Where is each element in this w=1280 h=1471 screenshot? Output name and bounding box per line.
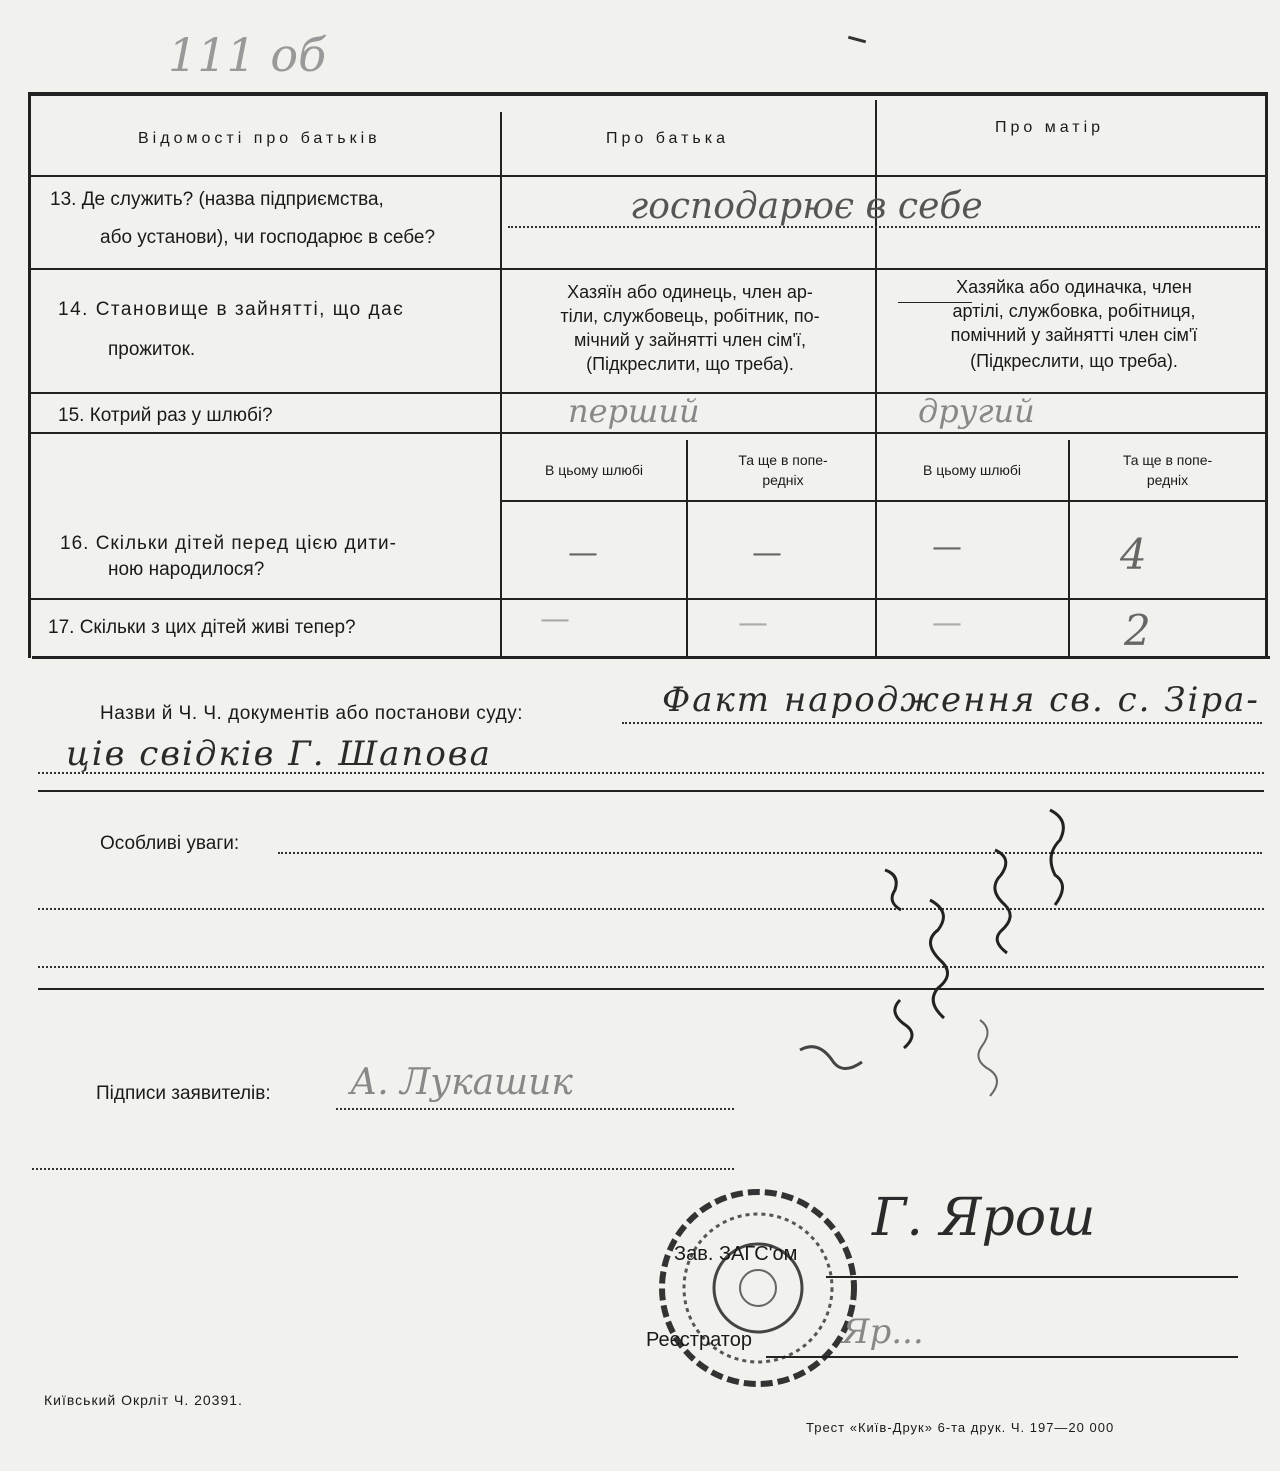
q17-value-1: — — [540, 602, 570, 637]
q15-mother-answer: другий — [918, 392, 1035, 430]
q17-value-4: 2 — [1124, 606, 1151, 655]
q16-mother-prev-2: редніх — [1146, 472, 1189, 488]
registry-head-label: Зав. ЗАГС'ом — [674, 1243, 798, 1265]
q16-label-line1: 16. Скільки дітей перед цією дити- — [60, 533, 397, 554]
q15-father-answer: перший — [568, 392, 700, 430]
remarks-label: Особливі уваги: — [100, 833, 240, 854]
q17-value-3: — — [932, 606, 962, 641]
folio-number: 111 об — [168, 28, 327, 82]
registry-head-signature: Г. Ярош — [872, 1188, 1096, 1248]
header-mother: Про матір — [995, 119, 1105, 136]
q16-father-prev-2: редніх — [762, 472, 804, 488]
documents-answer-line2: ців свідків Г. Шапова — [66, 734, 492, 774]
q16-label-line2: ною народилося? — [108, 559, 265, 580]
q14-label-line2: прожиток. — [108, 339, 196, 360]
q16-value-4: 4 — [1120, 530, 1147, 579]
q16-value-2: — — [752, 536, 782, 571]
q15-label: 15. Котрий раз у шлюбі? — [58, 405, 273, 426]
q14-label-line1: 14. Становище в зайнятті, що дає — [58, 299, 405, 320]
q13-label-line1: 13. Де служить? (назва підприємства, — [50, 189, 384, 210]
q16-father-prev-1: Та ще в попе- — [738, 452, 828, 468]
corner-mark — [848, 36, 866, 44]
birth-record-page: 111 об Відомості про батьків Про батька Про матір 13. Де служить? (назва підприємства, або установи), чи господарює в себе? господарює в себе 14. Становище в зайнятті, що дає прожиток. Хазяїн або одинець, член ар- тіли, службовець, робітник, по- мічний у зайнятті член сім'ї, (Підкреслити, що треба). Хазяйка або одиначка, член артілі, службовка, робітниця, помічний у зайнятті член сім'ї (Підкреслити, що треба). 15. Котрий раз у шлюбі? перший другий В цьому шлюбі Та ще в попе- редніх В цьому шлюбі Та ще в попе- редніх 16. Скільки дітей перед цією дити- ною народилося? — — — 4 17. Скільки з цих дітей живі тепер? — — — 2 Назви й Ч. Ч. документів або постанови суду: Факт народження св. с. Зіра- ців свідків Г. Шапова Особливі уваги: Підписи заявителів: А. Лукашик Зав. ЗАГС'ом Г. Ярош Реєстратор Яр... Київський Окрліт Ч. 20391. Трест «Київ-Друк» 6-та друк. Ч. 197—20 000 — [0, 0, 1280, 1471]
q16-father-this: В цьому шлюбі — [544, 462, 644, 478]
q13-answer: господарює в себе — [630, 186, 983, 227]
q16-mother-prev-1: Та ще в попе- — [1122, 452, 1213, 468]
footer-right-imprint: Трест «Київ-Друк» 6-та друк. Ч. 197—20 000 — [806, 1420, 1115, 1435]
footer-left-imprint: Київський Окрліт Ч. 20391. — [44, 1392, 243, 1408]
header-father: Про батька — [606, 130, 729, 147]
registrar-signature: Яр... — [842, 1312, 924, 1352]
q16-value-3: — — [932, 530, 962, 565]
q17-value-2: — — [738, 606, 768, 641]
documents-label: Назви й Ч. Ч. документів або постанови суду: — [100, 703, 523, 724]
registrar-label: Реєстратор — [646, 1329, 752, 1351]
handwritten-diagonal-note — [780, 790, 1100, 1150]
q13-label-line2: або установи), чи господарює в себе? — [100, 227, 436, 248]
official-stamp — [648, 1178, 868, 1398]
header-parents-info: Відомості про батьків — [138, 130, 381, 147]
q17-label: 17. Скільки з цих дітей живі тепер? — [48, 617, 356, 638]
applicant-signature: А. Лукашик — [350, 1062, 573, 1103]
documents-answer-line1: Факт народження св. с. Зіра- — [662, 680, 1260, 720]
mother-underline — [898, 302, 972, 303]
applicants-label: Підписи заявителів: — [96, 1083, 271, 1104]
q16-value-1: — — [568, 536, 598, 571]
q16-mother-this: В цьому шлюбі — [922, 462, 1022, 478]
